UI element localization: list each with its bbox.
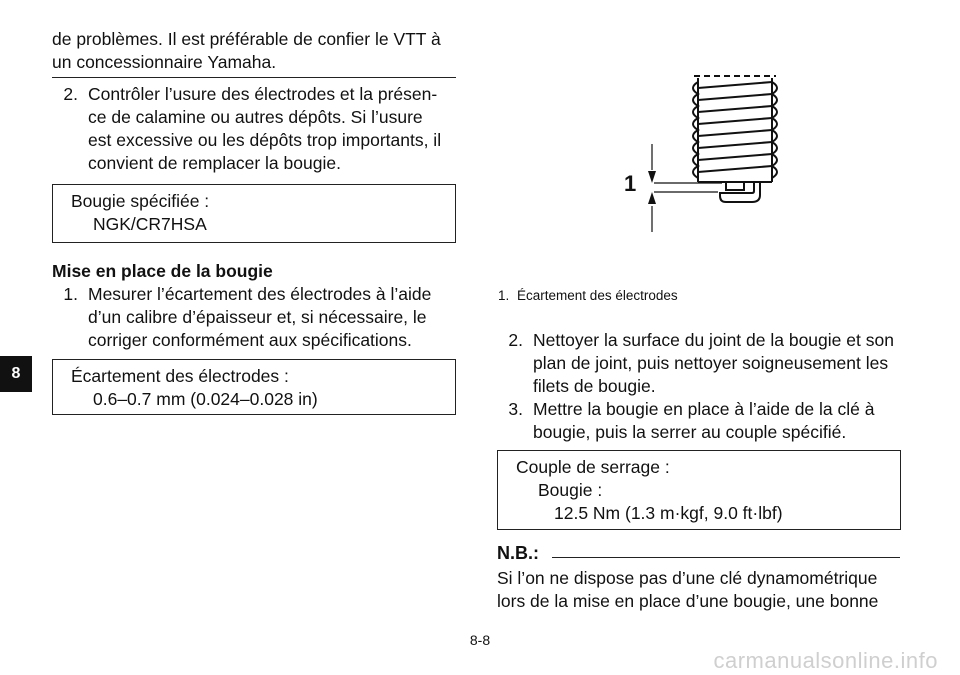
gap-label: Écartement des électrodes : <box>71 366 289 386</box>
step-line: filets de bougie. <box>533 376 656 396</box>
note-line: Si l’on ne dispose pas d’une clé dynamométrique <box>497 568 878 588</box>
watermark: carmanualsonline.info <box>713 648 938 673</box>
step-line: corriger conformément aux spécifications. <box>88 330 412 350</box>
chapter-tab: 8 <box>0 356 32 392</box>
spec-value: NGK/CR7HSA <box>93 214 207 234</box>
step-line: ce de calamine ou autres dépôts. Si l’usure <box>88 107 423 127</box>
note-paragraph <box>497 567 901 613</box>
torque-subject: Bougie : <box>538 480 603 500</box>
note-line: lors de la mise en place d’une bougie, une bonne <box>497 591 879 611</box>
step-line: convient de remplacer la bougie. <box>88 153 341 173</box>
torque-spec-box <box>497 450 901 530</box>
figure-caption <box>498 288 678 303</box>
step-line: Contrôler l’usure des électrodes et la présen- <box>88 84 438 104</box>
step-line: Nettoyer la surface du joint de la bougie et son <box>533 330 894 350</box>
spark-plug-spec-box <box>52 184 456 243</box>
page-number: 8-8 <box>469 632 491 648</box>
note-rule <box>552 557 900 558</box>
step-number: 2. <box>508 330 523 350</box>
spark-plug-figure <box>630 70 890 240</box>
step-line: Mesurer l’écartement des électrodes à l’aide <box>88 284 432 304</box>
step-line: est excessive ou les dépôts trop importants, il <box>88 130 442 150</box>
section-divider <box>52 77 456 78</box>
step-number: 3. <box>508 399 523 419</box>
intro-line: un concessionnaire Yamaha. <box>52 52 277 72</box>
step-2-check-electrodes <box>52 83 456 175</box>
right-steps <box>497 329 901 444</box>
intro-line: de problèmes. Il est préférable de confier le VTT à <box>52 29 441 49</box>
step-number: 1. <box>63 284 78 304</box>
note-label: N.B.: <box>497 543 539 563</box>
torque-value: 12.5 Nm (1.3 m·kgf, 9.0 ft·lbf) <box>554 503 783 523</box>
gap-value: 0.6–0.7 mm (0.024–0.028 in) <box>93 389 318 409</box>
caption-number: 1. <box>498 288 510 303</box>
intro-paragraph <box>52 28 456 74</box>
caption-text: Écartement des électrodes <box>517 288 678 303</box>
step-line: Mettre la bougie en place à l’aide de la clé à <box>533 399 875 419</box>
torque-label: Couple de serrage : <box>516 457 670 477</box>
figure-callout-1: 1 <box>624 171 637 196</box>
step-line: bougie, puis la serrer au couple spécifié. <box>533 422 847 442</box>
step-number: 2. <box>63 84 78 104</box>
electrode-gap-spec-box <box>52 359 456 415</box>
step-1-measure-gap <box>52 283 456 352</box>
step-line: plan de joint, puis nettoyer soigneusement les <box>533 353 889 373</box>
step-line: d’un calibre d’épaisseur et, si nécessaire, le <box>88 307 427 327</box>
section-heading: Mise en place de la bougie <box>52 261 273 281</box>
spec-label: Bougie spécifiée : <box>71 191 210 211</box>
